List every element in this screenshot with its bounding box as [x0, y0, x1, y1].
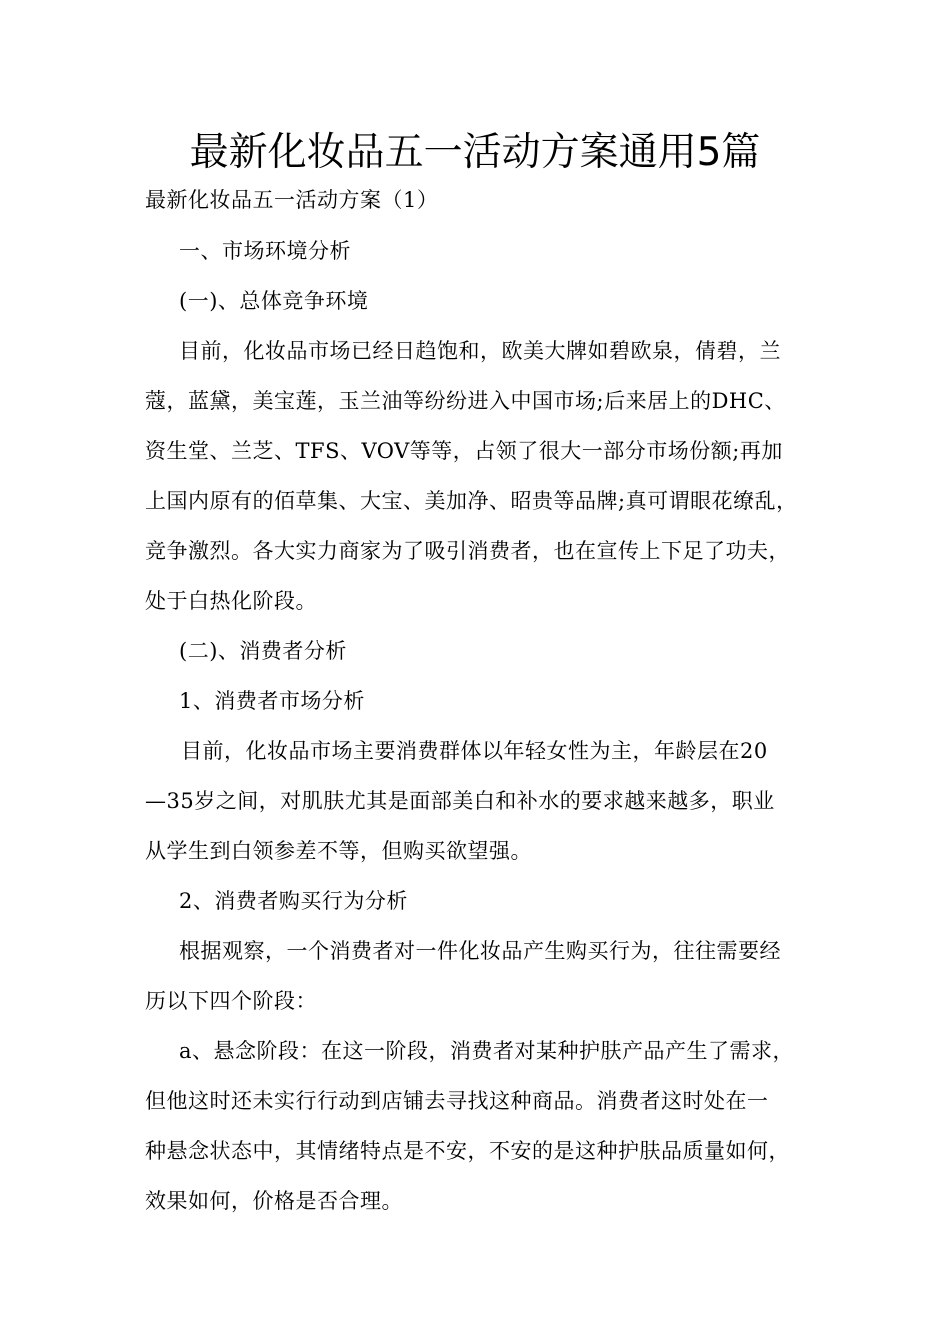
paragraph-line: 从学生到白领参差不等，但购买欲望强。	[145, 839, 532, 863]
paragraph-line: 效果如何，价格是否合理。	[145, 1189, 403, 1213]
paragraph-line: 目前，化妆品市场主要消费群体以年轻女性为主，年龄层在20	[181, 739, 768, 763]
paragraph-line: 蔻，蓝黛，美宝莲，玉兰油等纷纷进入中国市场;后来居上的DHC、	[145, 389, 786, 413]
subtitle-line: 最新化妆品五一活动方案（1）	[145, 188, 439, 212]
paragraph-line: 根据观察，一个消费者对一件化妆品产生购买行为，往往需要经	[179, 939, 781, 963]
paragraph-line: 种悬念状态中，其情绪特点是不安，不安的是这种护肤品质量如何，	[145, 1139, 790, 1163]
paragraph-line: a、悬念阶段：在这一阶段，消费者对某种护肤产品产生了需求，	[179, 1039, 795, 1063]
section-heading: 一、市场环境分析	[179, 239, 351, 263]
item-heading: 2、消费者购买行为分析	[179, 889, 408, 913]
document-title: 最新化妆品五一活动方案通用5篇	[189, 130, 761, 175]
paragraph-line: 目前，化妆品市场已经日趋饱和，欧美大牌如碧欧泉，倩碧，兰	[179, 339, 781, 363]
paragraph-line: 上国内原有的佰草集、大宝、美加净、昭贵等品牌;真可谓眼花缭乱，	[145, 489, 798, 513]
paragraph-line: 竞争激烈。各大实力商家为了吸引消费者，也在宣传上下足了功夫，	[145, 539, 790, 563]
paragraph-line: —35岁之间，对肌肤尤其是面部美白和补水的要求越来越多，职业	[145, 789, 775, 813]
paragraph-line: 资生堂、兰芝、TFS、VOV等等，占领了很大一部分市场份额;再加	[145, 439, 783, 463]
paragraph-line: 但他这时还未实行行动到店铺去寻找这种商品。消费者这时处在一	[145, 1089, 769, 1113]
subsection-heading: (一)、总体竞争环境	[179, 289, 369, 313]
paragraph-line: 历以下四个阶段：	[145, 989, 317, 1013]
item-heading: 1、消费者市场分析	[179, 689, 365, 713]
subsection-heading: (二)、消费者分析	[179, 639, 347, 663]
paragraph-line: 处于白热化阶段。	[145, 589, 317, 613]
